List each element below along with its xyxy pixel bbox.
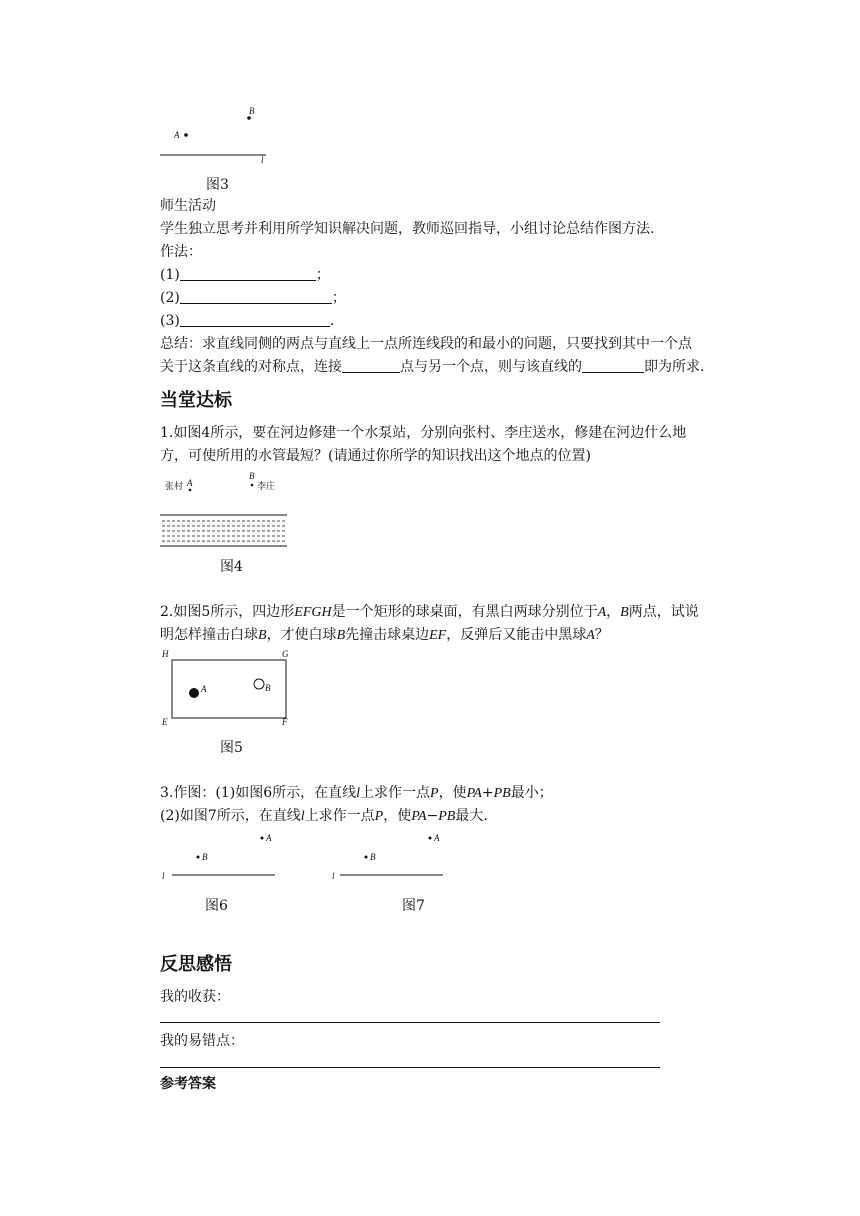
step-1-end: ； (315, 267, 330, 283)
label-l: l (162, 871, 165, 881)
q2-var: B (258, 628, 267, 643)
ball-a-label: A (201, 684, 207, 694)
step-3-num: (3) (160, 313, 180, 329)
q3-text: ，使 (438, 785, 467, 801)
gain-answer-line (160, 1022, 660, 1023)
q3-text: 上求作一点 (360, 785, 430, 801)
ball-b-label: B (265, 683, 271, 693)
figure-6 (155, 828, 285, 888)
q2-text: ？ (594, 627, 609, 643)
summary-blank-2 (582, 358, 644, 373)
q2-var: EF (429, 628, 447, 643)
q2-text: 先撞击球桌边 (345, 627, 430, 643)
point-a (184, 133, 188, 137)
point-b (247, 116, 251, 120)
step-2-blank (180, 289, 332, 304)
label-b: B (370, 852, 376, 862)
q3-text: − (426, 808, 439, 824)
corner-g: G (282, 649, 289, 659)
figure-6-caption: 图6 (205, 898, 228, 914)
summary-part-b: 点与另一个点，则与该直线的 (400, 359, 582, 375)
answer-title: 参考答案 (160, 1076, 216, 1092)
summary-part-c: 即为所求. (644, 359, 705, 375)
q2-text: 2.如图5所示，四边形 (160, 604, 295, 620)
figure-3 (150, 100, 280, 170)
q2-line-2 (160, 625, 609, 646)
q2-text: 明怎样撞击白球 (160, 627, 258, 643)
river (160, 515, 287, 546)
mistake-answer-line (160, 1067, 660, 1068)
q2-line-1 (160, 602, 699, 623)
figure-4-caption: 图4 (220, 559, 243, 575)
q3-text: 上求作一点 (304, 808, 375, 824)
activity-title: 师生活动 (160, 198, 216, 214)
q3-text: + (481, 785, 494, 801)
gain-label: 我的收获： (160, 989, 230, 1005)
step-2-end: ； (331, 290, 346, 306)
q2-var: A (597, 605, 607, 620)
q3-line-1 (160, 783, 553, 804)
figure-3-caption: 图3 (206, 177, 229, 193)
q2-text: 两点，试说 (628, 604, 699, 620)
corner-e: E (162, 717, 168, 727)
q3-text: 最大. (455, 808, 488, 824)
q3-text: ，使 (383, 808, 412, 824)
label-a: A (174, 130, 180, 140)
q2-var: A (586, 628, 595, 643)
point-a (189, 489, 192, 492)
step-3-blank (180, 312, 330, 327)
activity-intro: 学生独立思考并利用所学知识解决问题，教师巡回指导，小组讨论总结作图方法. (160, 221, 655, 237)
label-a: A (266, 833, 272, 843)
q2-text: ，反弹后又能击中黑球 (446, 627, 587, 643)
step-3 (160, 311, 334, 331)
figure-7 (325, 828, 455, 888)
label-b: B (249, 471, 255, 481)
q2-text: ， (606, 604, 621, 620)
label-b: B (202, 852, 208, 862)
step-1-num: (1) (160, 267, 180, 283)
white-ball-b (254, 679, 264, 689)
q3-line-2 (160, 806, 488, 827)
point-a (429, 837, 432, 840)
corner-h: H (162, 649, 169, 659)
black-ball-a (189, 688, 199, 698)
point-b (197, 856, 200, 859)
step-1 (160, 265, 330, 285)
q2-var: EFGH (294, 605, 332, 620)
q3-var: P (374, 809, 384, 824)
label-l: l (332, 871, 335, 881)
q2-text: ，才使白球 (266, 627, 337, 643)
point-b (251, 484, 254, 487)
q3-var: P (430, 786, 439, 801)
summary-line-2 (160, 357, 704, 377)
summary-line-1: 总结：求直线同侧的两点与直线上一点所连线段的和最小的问题，只要找到其中一个点 (160, 336, 692, 352)
figure-5-caption: 图5 (220, 740, 243, 756)
q3-text: (2)如图7所示，在直线 (160, 808, 301, 824)
summary-blank-1 (342, 358, 400, 373)
figure-5 (155, 645, 300, 735)
q3-text: 最小； (510, 785, 553, 801)
section-reflect-heading: 反思感悟 (160, 954, 232, 975)
q2-text: 是一个矩形的球桌面，有黑白两球分别位于 (331, 604, 598, 620)
label-a: A (434, 833, 440, 843)
point-b (365, 856, 368, 859)
village-a-label: 张村 (165, 482, 184, 492)
label-l: l (261, 155, 264, 165)
q3-var: PB (438, 809, 456, 824)
figure-7-caption: 图7 (402, 898, 425, 914)
step-3-end: . (329, 313, 335, 329)
q2-var: B (620, 605, 629, 620)
summary-part-a: 关于这条直线的对称点，连接 (160, 359, 342, 375)
figure-4 (155, 468, 295, 553)
q3-var: PA (411, 809, 427, 824)
q2-var: B (336, 628, 346, 643)
point-a (261, 837, 264, 840)
label-b: B (249, 106, 255, 116)
corner-f: F (282, 717, 288, 727)
mistake-label: 我的易错点： (160, 1033, 244, 1049)
step-2-num: (2) (160, 290, 180, 306)
label-a: A (187, 478, 193, 488)
step-2 (160, 288, 346, 308)
method-label: 作法： (160, 244, 202, 260)
step-1-blank (180, 266, 316, 281)
q3-var: l (356, 786, 360, 801)
q3-var: PB (493, 786, 511, 801)
q3-var: PA (466, 786, 482, 801)
section-practice-heading: 当堂达标 (160, 390, 232, 411)
q1-line-2: 方，可使所用的水管最短？(请通过你所学的知识找出这个地点的位置) (160, 448, 591, 464)
q1-line-1: 1.如图4所示，要在河边修建一个水泵站，分别向张村、李庄送水，修建在河边什么地 (160, 425, 687, 441)
q3-var: l (300, 809, 305, 824)
q3-text: 3.作图：(1)如图6所示，在直线 (160, 785, 357, 801)
village-b-label: 李庄 (257, 482, 276, 492)
